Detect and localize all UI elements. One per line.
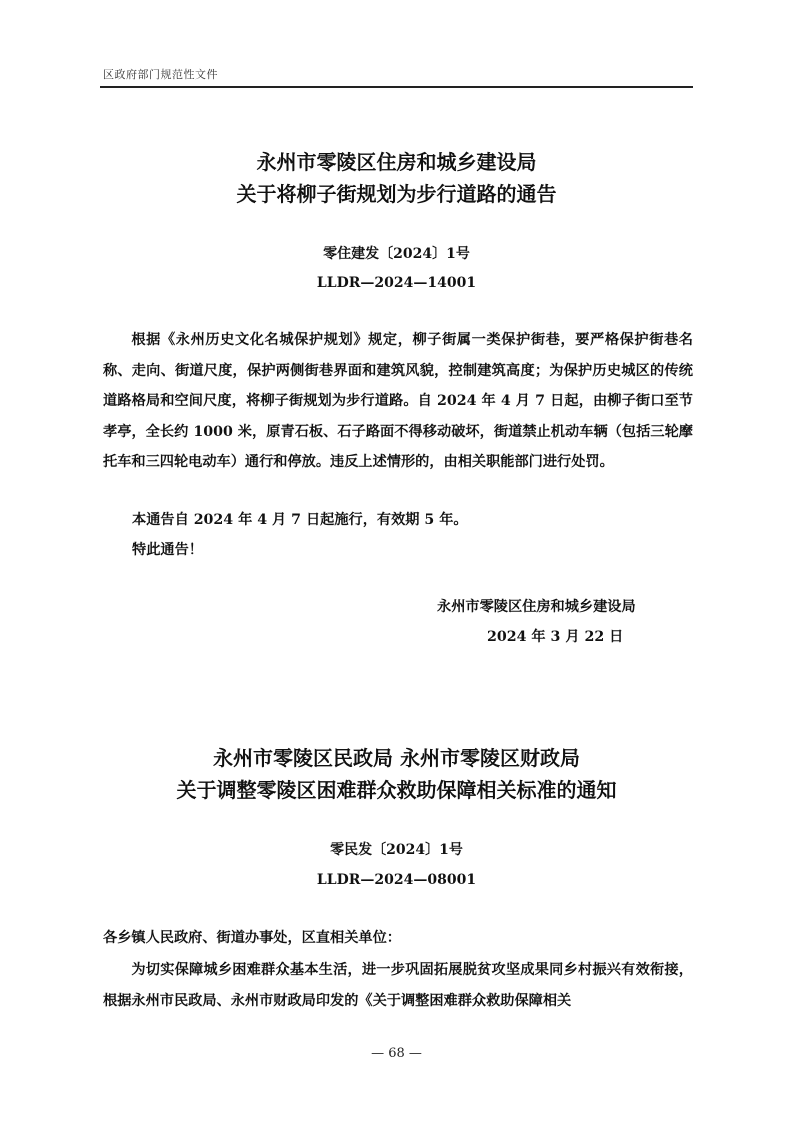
notice1-signature: 永州市零陵区住房和城乡建设局 [437,599,636,615]
notice1-doc-number: 零住建发〔2024〕1号 [323,246,470,262]
notice1-title-line2: 关于将柳子街规划为步行道路的通告 [236,182,557,206]
notice2-title-line1: 永州市零陵区民政局 永州市零陵区财政局 [213,746,580,770]
notice1-reg-number: LLDR—2024—14001 [316,275,477,291]
notice1-date: 2024 年 3 月 22 日 [487,629,624,645]
notice2-doc-number: 零民发〔2024〕1号 [330,842,463,858]
page-number: — 68 — [371,1046,422,1061]
notice1-body-paragraph: 根据《永州历史文化名城保护规划》规定，柳子街属一类保护街巷，要严格保护街巷名称、走向、街道尺度，保护两侧街巷界面和建筑风貌，控制建筑高度；为保护历史城区的传统道路格局和空间尺度，将柳子街规划为步行道路。自 2024 年 4 月 7 日起，由柳子街口至节孝亭，全长约 1000 米，原青石板、石子路面不得移动破坏，街道禁止机动车辆（包括三轮摩托车和三四轮电动车）通行和停放。违反上述情形的，由相关职能部门进行处罚。 [103,332,693,470]
notice2-reg-number: LLDR—2024—08001 [316,872,477,888]
header-divider [100,86,693,88]
notice2-body-paragraph: 为切实保障城乡困难群众基本生活，进一步巩固拓展脱贫攻坚成果同乡村振兴有效衔接，根据永州市民政局、永州市财政局印发的《关于调整困难群众救助保障相关 [103,962,693,1009]
notice1-effective-line: 本通告自 2024 年 4 月 7 日起施行，有效期 5 年。 [132,512,468,528]
running-header: 区政府部门规范性文件 [103,68,218,81]
notice1-closing: 特此通告！ [132,542,203,558]
notice1-title-line1: 永州市零陵区住房和城乡建设局 [256,150,537,174]
notice2-addressee: 各乡镇人民政府、街道办事处，区直相关单位： [103,930,401,946]
notice2-title-line2: 关于调整零陵区困难群众救助保障相关标准的通知 [176,778,617,802]
